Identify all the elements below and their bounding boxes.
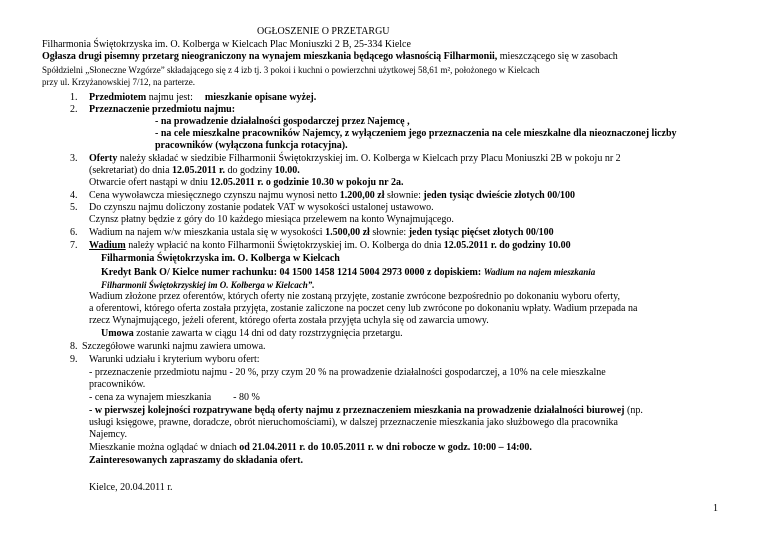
- item-3-text: należy składać w siedzibie Filharmonii Świętokrzyskiej im. O. Kolberga w Kielcach przy Placu Moniuszki 2B w pokoju nr 2: [117, 153, 621, 164]
- item-number: 2.: [70, 104, 78, 115]
- item-number: 3.: [70, 153, 78, 164]
- item-9-priority: - w pierwszej kolejności rozpatrywane będą oferty najmu z przeznaczeniem mieszkania na prowadzenie działalności biurowej: [89, 405, 625, 416]
- item-6-a: Wadium na najem w/w mieszkania ustala się w wysokości: [89, 227, 326, 238]
- announcement-bold: Ogłasza drugi pisemny przetarg nieograniczony na wynajem mieszkania będącego własnością Filharmonii,: [42, 51, 498, 62]
- item-6-amount: 1.500,00 zł: [325, 227, 370, 238]
- item-9-line-8: [89, 442, 532, 454]
- item-7-line-5: Wadium złożone przez oferentów, których oferty nie zostaną przyjęte, zostanie zwrócone bezpośrednio po dokonaniu wyboru oferty,: [89, 291, 621, 302]
- item-3-hour: 10.00.: [274, 165, 300, 176]
- item-4-a: Cena wywoławcza miesięcznego czynszu najmu wynosi netto: [89, 190, 340, 201]
- item-7-umowa: Umowa: [101, 328, 134, 339]
- item-7-line-7: rzecz Wynajmującego, jeżeli oferent, którego oferta została przyjęta uchyla się od zawarcia umowy.: [89, 315, 489, 326]
- document-title: OGŁOSZENIE O PRZETARGU: [257, 26, 390, 37]
- item-7-line-8: [101, 328, 403, 340]
- item-6-c: słownie:: [369, 227, 409, 238]
- item-3-date: 12.05.2011 r.: [172, 165, 225, 176]
- item-4-c: słownie:: [384, 190, 424, 201]
- item-3: [89, 153, 621, 165]
- item-3-bold: Oferty: [89, 153, 118, 164]
- item-9-price-weight: - 80 %: [233, 392, 260, 403]
- item-5-line-2: Czynsz płatny będzie z góry do 10 każdego miesiąca przelewem na konto Wynajmującego.: [89, 214, 454, 225]
- item-7-wadium: Wadium: [89, 240, 126, 251]
- item-1-end: mieszkanie opisane wyżej.: [204, 92, 317, 103]
- item-4-price: 1.200,00 zł: [339, 190, 385, 201]
- invitation: Zainteresowanych zapraszamy do składania ofert.: [89, 455, 303, 466]
- item-7: [89, 240, 571, 252]
- item-7-line-2: Filharmonia Świętokrzyska im. O. Kolberga w Kielcach: [101, 253, 340, 264]
- item-3-line-2: [89, 165, 300, 177]
- item-number: 6.: [70, 227, 78, 238]
- item-number: 7.: [70, 240, 78, 251]
- item-7-line-6: a oferentowi, którego oferta została przyjęta, zostanie zaliczone na poczet ceny lub zwrócone po dokonaniu wpłaty. Wadium przepada na: [89, 303, 638, 314]
- item-9-line-4: [89, 392, 260, 404]
- item-9-line-3: pracowników.: [89, 379, 146, 390]
- item-9: Warunki udziału i kryterium wyboru ofert:: [89, 354, 260, 365]
- item-8: Szczegółowe warunki najmu zawiera umowa.: [82, 341, 266, 352]
- page-number: 1: [713, 503, 718, 514]
- item-3-l3a: Otwarcie ofert nastąpi w dniu: [89, 177, 211, 188]
- item-number: 5.: [70, 202, 78, 213]
- bank-account: Kredyt Bank O/ Kielce numer rachunku: 04 1500 1458 1214 5004 2973 0000 z dopiskiem:: [101, 267, 484, 278]
- header-line-4: przy ul. Krzyżanowskiej 7/12, na parterze.: [42, 77, 195, 87]
- item-9-line-5: [89, 405, 643, 417]
- item-9-price-label: - cena za wynajem mieszkania: [89, 392, 212, 403]
- item-7-line-3: [101, 266, 595, 279]
- header-address: Filharmonia Świętokrzyska im. O. Kolberga w Kielcach Plac Moniuszki 2 B, 25-334 Kielce: [42, 39, 411, 50]
- item-1: [89, 92, 316, 104]
- item-6: [89, 227, 554, 239]
- item-6-words: jeden tysiąc pięćset złotych 00/100: [408, 227, 554, 238]
- item-2-title: Przeznaczenie przedmiotu najmu:: [89, 104, 236, 115]
- item-1-mid: najmu jest:: [146, 92, 193, 103]
- item-7-line-4: Filharmonii Świętokrzyskiej im O. Kolberga w Kielcach”.: [101, 280, 315, 290]
- item-9-line-6: usługi księgowe, prawne, doradcze, obrót nieruchomościami), w dalszej przeznaczenie mieszkania jako służbowego dla pracownika: [89, 417, 618, 428]
- item-7-b: należy wpłacić na konto Filharmonii Świętokrzyskiej im. O. Kolberga do dnia: [125, 240, 444, 251]
- item-3-l2a: (sekretariat) do dnia: [89, 165, 173, 176]
- item-9-line-2: - przeznaczenie przedmiotu najmu - 20 %, przy czym 20 % na prowadzenie działalności gospodarczej, a 10% na cele mieszkalne: [89, 367, 606, 378]
- header-line-3: Spółdzielni „Słoneczne Wzgórze” składającego się z 4 izb tj. 3 pokoi i kuchni o powierzchni użytkowej 58,61 m², położonego w Kielcach: [42, 65, 540, 75]
- announcement-rest: mieszczącego się w zasobach: [497, 51, 618, 62]
- viewing-dates: od 21.04.2011 r. do 10.05.2011 r. w dni robocze w godz. 10:00 – 14:00.: [239, 442, 532, 453]
- item-4: [89, 190, 575, 202]
- item-3-l3b: 12.05.2011 r. o godzinie 10.30 w pokoju nr 2a.: [210, 177, 404, 188]
- place-date: Kielce, 20.04.2011 r.: [89, 482, 173, 493]
- item-7-deadline: 12.05.2011 r. do godziny 10.00: [443, 240, 571, 251]
- header-announcement: [42, 51, 618, 63]
- item-3-l2b: do godziny: [225, 165, 275, 176]
- item-5: Do czynszu najmu doliczony zostanie podatek VAT w wysokości ustalonej ustawowo.: [89, 202, 434, 213]
- viewing-label: Mieszkanie można oglądać w dniach: [89, 442, 240, 453]
- item-2-sub-1: - na prowadzenie działalności gospodarczej przez Najemcę ,: [155, 116, 410, 127]
- item-1-bold: Przedmiotem: [89, 92, 147, 103]
- item-3-line-3: [89, 177, 403, 189]
- item-number: 4.: [70, 190, 78, 201]
- item-number: 8.: [70, 341, 78, 352]
- item-9-l5b: (np.: [624, 405, 643, 416]
- item-4-words: jeden tysiąc dwieście złotych 00/100: [423, 190, 576, 201]
- item-2-sub-2: - na cele mieszkalne pracowników Najemcy, z wyłączeniem jego przeznaczenia na cele mieszkalne dla nieoznaczonej liczby: [155, 128, 677, 139]
- item-number: 1.: [70, 92, 78, 103]
- item-7-l8b: zostanie zawarta w ciągu 14 dni od daty rozstrzygnięcia przetargu.: [133, 328, 403, 339]
- transfer-note: Wadium na najem mieszkania: [483, 267, 596, 277]
- item-number: 9.: [70, 354, 78, 365]
- item-2-sub-2b: pracowników (wyłączona funkcja rotacyjna).: [155, 140, 348, 151]
- item-9-line-7: Najemcy.: [89, 429, 127, 440]
